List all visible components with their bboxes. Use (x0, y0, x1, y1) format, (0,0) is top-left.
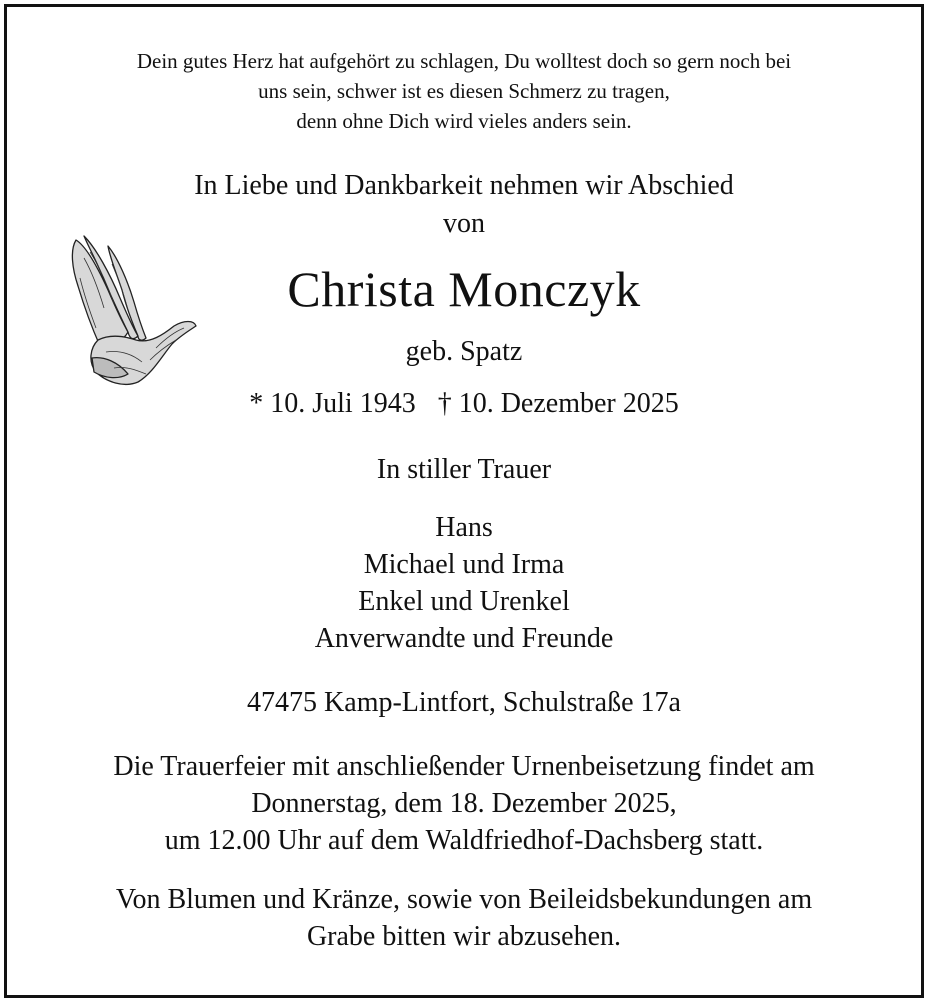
mourning-heading: In stiller Trauer (376, 454, 552, 485)
ceremony-line-1: Die Trauerfeier mit anschließender Urnenbeisetzung findet am (113, 751, 815, 782)
poem-line-2: uns sein, schwer ist es diesen Schmerz zu tragen, (258, 79, 670, 103)
mourner-name: Enkel und Urenkel (358, 586, 570, 617)
death-date: † 10. Dezember 2025 (437, 388, 679, 419)
ceremony-line-2: Donnerstag, dem 18. Dezember 2025, (251, 788, 677, 819)
birth-date: * 10. Juli 1943 (249, 388, 416, 419)
birth-name: geb. Spatz (405, 336, 523, 367)
poem-line-3: denn ohne Dich wird vieles anders sein. (296, 109, 632, 133)
family-address: 47475 Kamp-Lintfort, Schulstraße 17a (247, 687, 681, 718)
farewell-von: von (443, 208, 485, 239)
mourner-name: Michael und Irma (363, 549, 565, 580)
life-dates (0, 388, 928, 420)
farewell-line: In Liebe und Dankbarkeit nehmen wir Abschied (194, 170, 734, 201)
poem-line-1: Dein gutes Herz hat aufgehört zu schlagen, Du wolltest doch so gern noch bei (136, 49, 792, 73)
deceased-name: Christa Monczyk (287, 261, 641, 317)
ceremony-line-3: um 12.00 Uhr auf dem Waldfriedhof-Dachsberg statt. (164, 825, 764, 856)
request-line-2: Grabe bitten wir abzusehen. (306, 921, 622, 952)
mourner-name: Hans (435, 512, 493, 543)
mourner-name: Anverwandte und Freunde (314, 623, 614, 654)
request-line-1: Von Blumen und Kränze, sowie von Beileidsbekundungen am (115, 884, 813, 915)
